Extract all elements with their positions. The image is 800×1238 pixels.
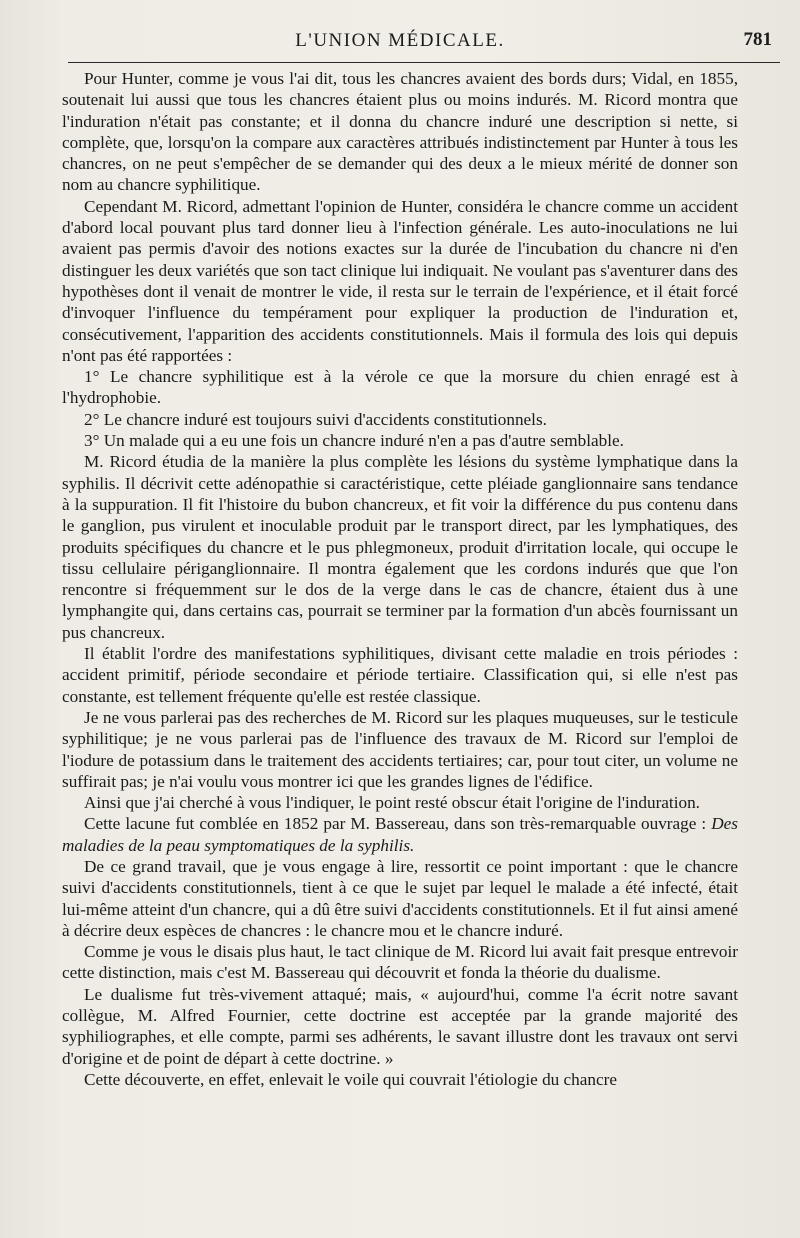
law-2: 2° Le chancre induré est toujours suivi d'accidents constitutionnels.: [84, 409, 547, 429]
paragraph-research: Je ne vous parlerai pas des recherches de M. Ricord sur les plaques muqueuses, sur le testicule syphilitique; je ne vous parlerai pas de l'influence des travaux de M. Ricord sur l'emploi de l'iodure de potassium dans le traitement des accidents tertiaires; car, pour tout citer, un volume ne suffirait pas; je n'ai voulu vous montrer ici que les grandes lignes de l'édifice.: [62, 707, 738, 791]
paragraph-hunter: Pour Hunter, comme je vous l'ai dit, tous les chancres avaient des bords durs; Vidal, en 1855, soutenait lui aussi que tous les chancres étaient plus ou moins indurés. M. Ricord montra que l'induration n'était pas constante; et il donna du chancre induré une description si nette, si complète, que, lorsqu'on la compare aux caractères attribués indistinctement par Hunter à tous les chancres, on ne peut s'empêcher de se demander qui des deux a le mieux mérité de donner son nom au chancre syphilitique.: [62, 69, 738, 195]
paragraph-discovery: Cette découverte, en effet, enlevait le voile qui couvrait l'étiologie du chancre: [84, 1069, 617, 1089]
page-header: [0, 26, 800, 56]
paragraph-great-work: De ce grand travail, que je vous engage à lire, ressortit ce point important : que le chancre suivi d'accidents constitutionnels, tient à ce que le sujet par lequel le malade a été infecté, était lui-même atteint d'un chancre, qui a dû être suivi d'accidents constitutionnels. Et il fut ainsi amené à décrire deux espèces de chancres : le chancre mou et le chancre induré.: [62, 856, 738, 940]
body-text: [62, 68, 738, 1090]
paragraph-induration: Ainsi que j'ai cherché à vous l'indiquer, le point resté obscur était l'origine de l'induration.: [84, 793, 700, 813]
page-number: 781: [743, 29, 772, 50]
paragraph-dualism-origin: Comme je vous le disais plus haut, le tact clinique de M. Ricord lui avait fait presque entrevoir cette distinction, mais c'est M. Bassereau qui découvrit et fonda la théorie du dualisme.: [62, 942, 738, 983]
law-3: 3° Un malade qui a eu une fois un chancre induré n'en a pas d'autre semblable.: [84, 431, 624, 451]
running-title: L'UNION MÉDICALE.: [295, 30, 505, 51]
book-title: Des maladies de la peau symptomatiques de la syphilis.: [62, 814, 738, 855]
law-1: 1° Le chancre syphilitique est à la vérole ce que la morsure du chien enragé est à l'hydrophobie.: [62, 367, 738, 408]
paragraph-periods: Il établit l'ordre des manifestations syphilitiques, divisant cette maladie en trois périodes : accident primitif, période secondaire et période tertiaire. Classification qui, si elle n'est pas constante, est tellement fréquente qu'elle est restée classique.: [62, 644, 738, 706]
paragraph-bassereau: [62, 813, 738, 856]
paragraph-lymphatic: M. Ricord étudia de la manière la plus complète les lésions du système lymphatique dans la syphilis. Il décrivit cette adénopathie si caractéristique, cette pléiade ganglionnaire sans tendance à la suppuration. Il fit l'histoire du bubon chancreux, et fit voir la différence du pus contenu dans le ganglion, pus virulent et inoculable produit par le transport direct, par les lymphatiques, des produits spécifiques du chancre et le pus phlegmoneux, produit d'irritation locale, qui occupe le tissu cellulaire périganglionnaire. Il montra également que les cordons indurés que que l'on rencontre si fréquemment sur le dos de la verge dans le cas de chancre, étaient dus à une lymphangite qui, dans certains cas, pourrait se terminer par la formation d'un abcès fournissant un pus chancreux.: [62, 452, 738, 642]
paragraph-ricord-laws: Cependant M. Ricord, admettant l'opinion de Hunter, considéra le chancre comme un accident d'abord local pouvant plus tard donner lieu à l'infection générale. Les auto-inoculations ne lui avaient pas permis d'avoir des notions exactes sur la durée de l'incubation du chancre ni d'en distinguer les deux variétés que son tact clinique lui indiquait. Ne voulant pas s'aventurer dans des hypothèses dont il venait de montrer le vide, il resta sur le terrain de l'expérience, et il était forcé d'invoquer l'influence du tempérament pour expliquer la production de l'induration et, consécutivement, l'apparition des accidents constitutionnels. Mais il formula des lois qui depuis n'ont pas été rapportées :: [62, 196, 738, 365]
header-rule: [68, 62, 780, 63]
bassereau-text: Cette lacune fut comblée en 1852 par M. Bassereau, dans son très-remarquable ouvrage :: [84, 814, 707, 834]
paragraph-dualism-attacked: Le dualisme fut très-vivement attaqué; mais, « aujourd'hui, comme l'a écrit notre savant collègue, M. Alfred Fournier, cette doctrine est acceptée par la grande majorité des syphiliographes, et elle compte, parmi ses adhérents, le savant illustre dont les travaux ont servi d'origine et de point de départ à cette doctrine. »: [62, 984, 738, 1068]
